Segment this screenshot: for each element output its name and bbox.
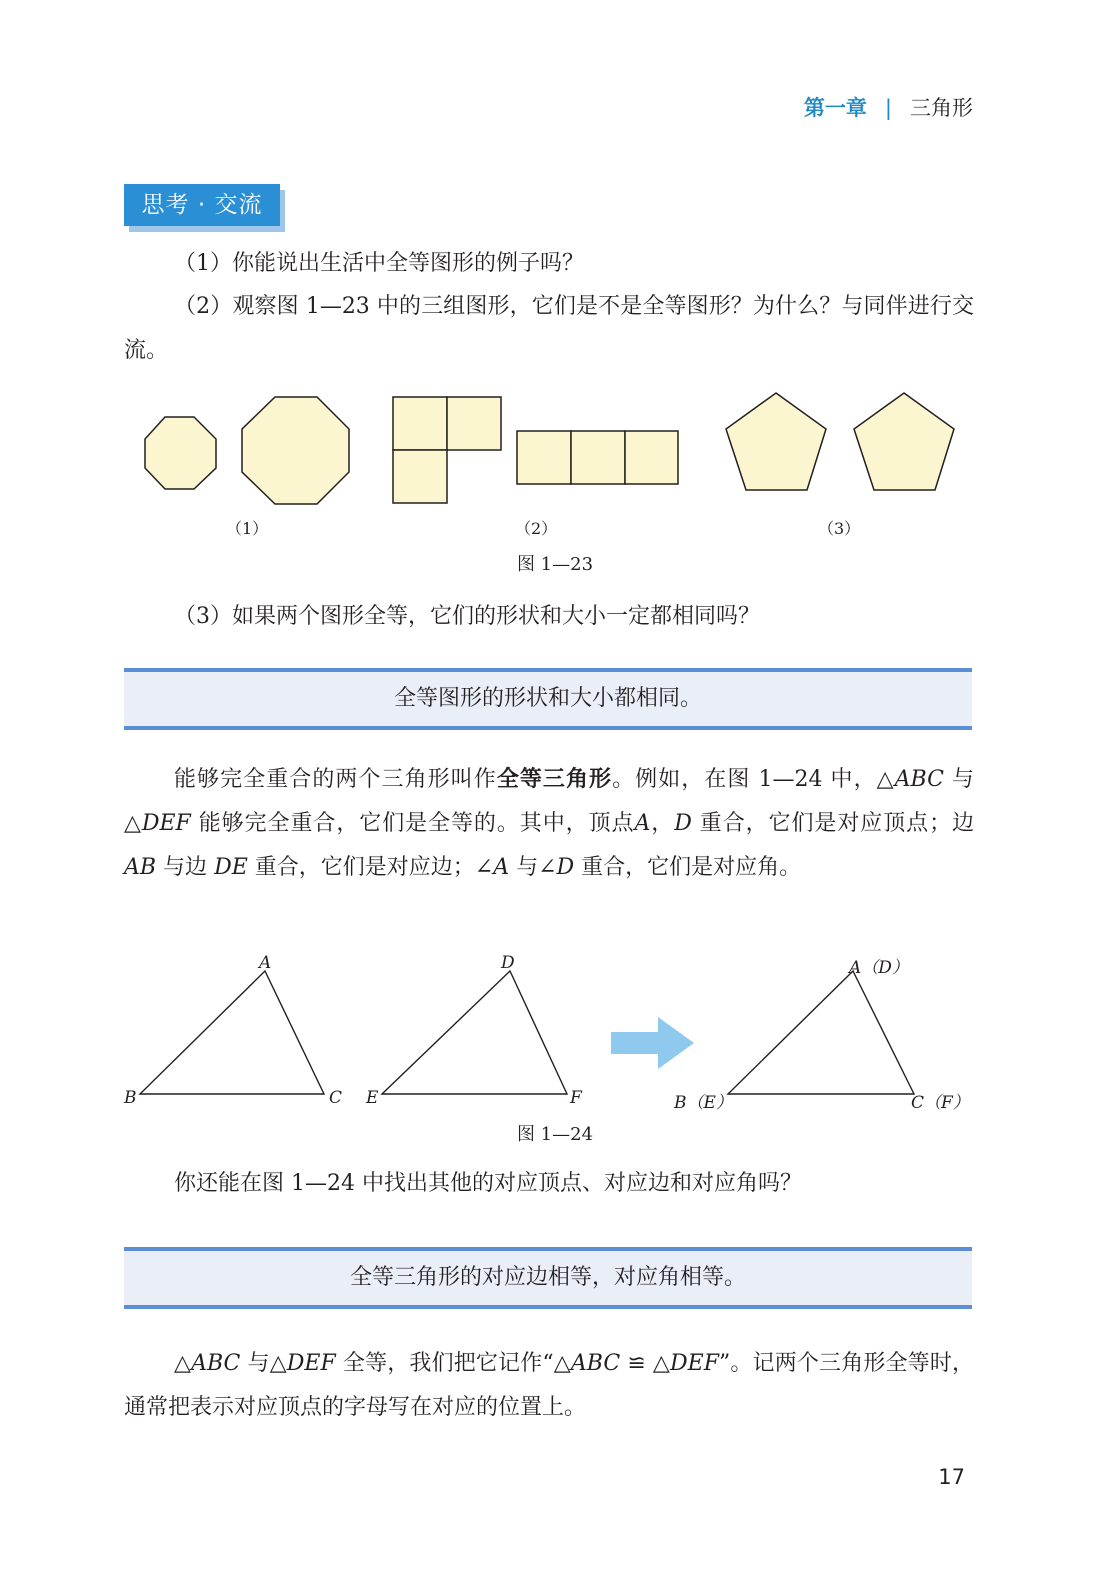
text: 与∠ bbox=[509, 855, 557, 880]
triangle-abc: ABC bbox=[570, 1351, 621, 1376]
triangle-def: DEF bbox=[141, 811, 191, 836]
key-statement-box-2: 全等三角形的对应边相等，对应角相等。 bbox=[124, 1247, 972, 1309]
label-c-f: C（F） bbox=[911, 1093, 970, 1113]
question-1: （1）你能说出生活中全等图形的例子吗？ bbox=[174, 251, 584, 276]
notation-paragraph bbox=[124, 1342, 974, 1430]
text: 与△ bbox=[240, 1351, 287, 1376]
page-number: 17 bbox=[938, 1465, 965, 1489]
figure-23-sublabel-2: （2） bbox=[515, 519, 558, 538]
figure-23-sublabel-1: （1） bbox=[226, 519, 269, 538]
label-b-e: B（E） bbox=[674, 1093, 733, 1113]
overlapped-triangle-shape bbox=[728, 971, 914, 1094]
triangle-symbol: △ bbox=[876, 767, 895, 792]
triangle-def: DEF bbox=[286, 1351, 336, 1376]
label-e: E bbox=[366, 1088, 379, 1108]
label-d: D bbox=[501, 953, 515, 973]
triangle-def: DEF bbox=[670, 1351, 719, 1376]
congruence-symbol: ≌ △ bbox=[620, 1351, 670, 1376]
triangle-abc: ABC bbox=[191, 1351, 241, 1376]
triangle-abc: ABC bbox=[894, 767, 944, 792]
text: 重合，它们是对应边；∠ bbox=[247, 855, 494, 880]
vertex-a: A bbox=[634, 811, 651, 836]
question-2: （2）观察图 1—23 中的三组图形，它们是不是全等图形？为什么？与同伴进行交流。 bbox=[124, 294, 974, 363]
side-de: DE bbox=[214, 855, 248, 880]
text: 与 bbox=[943, 767, 975, 792]
label-a: A bbox=[259, 953, 272, 973]
label-b: B bbox=[124, 1088, 137, 1108]
term-congruent-triangles: 全等三角形 bbox=[496, 767, 613, 792]
triangle-abc-shape bbox=[140, 971, 324, 1094]
figure-23-caption: 图 1—23 bbox=[516, 554, 594, 575]
chapter-title: 三角形 bbox=[910, 96, 973, 120]
text: 与边 bbox=[156, 855, 215, 880]
label-c: C bbox=[329, 1088, 343, 1108]
transform-arrow-icon bbox=[611, 1017, 694, 1069]
label-a-d: A（D） bbox=[849, 958, 909, 978]
side-ab: AB bbox=[124, 855, 157, 880]
angle-d: D bbox=[556, 855, 575, 880]
triangle-symbol: △ bbox=[174, 1351, 192, 1376]
question-3: （3）如果两个图形全等，它们的形状和大小一定都相同吗？ bbox=[174, 604, 760, 629]
text: 能够完全重合，它们是全等的。其中，顶点 bbox=[190, 811, 635, 836]
vertex-d: D bbox=[674, 811, 692, 836]
key-statement-box-1: 全等图形的形状和大小都相同。 bbox=[124, 668, 972, 730]
text: ”。记两个三角形全等时，通常把表示对应顶点的字母写在对应的位置上。 bbox=[124, 1351, 974, 1420]
triangle-symbol: △ bbox=[124, 811, 142, 836]
figure-23-sublabel-3: （3） bbox=[818, 519, 861, 538]
figure-24-caption: 图 1—24 bbox=[516, 1124, 594, 1145]
header-separator: | bbox=[884, 96, 892, 120]
text: 能够完全重合的两个三角形叫作 bbox=[174, 767, 497, 792]
text: 重合，它们是对应角。 bbox=[574, 855, 802, 880]
angle-a: A bbox=[493, 855, 510, 880]
question-4: 你还能在图 1—24 中找出其他的对应顶点、对应边和对应角吗？ bbox=[174, 1171, 802, 1196]
tag-label: 思考 · 交流 bbox=[124, 184, 280, 226]
triangle-def-shape bbox=[382, 971, 567, 1094]
chapter-number: 第一章 bbox=[803, 96, 867, 120]
text: 重合，它们是对应顶点；边 bbox=[691, 811, 975, 836]
text: ， bbox=[650, 811, 675, 836]
label-f: F bbox=[570, 1088, 582, 1108]
text: 。例如，在图 1—24 中， bbox=[612, 767, 877, 792]
text: 全等，我们把它记作“△ bbox=[335, 1351, 571, 1376]
